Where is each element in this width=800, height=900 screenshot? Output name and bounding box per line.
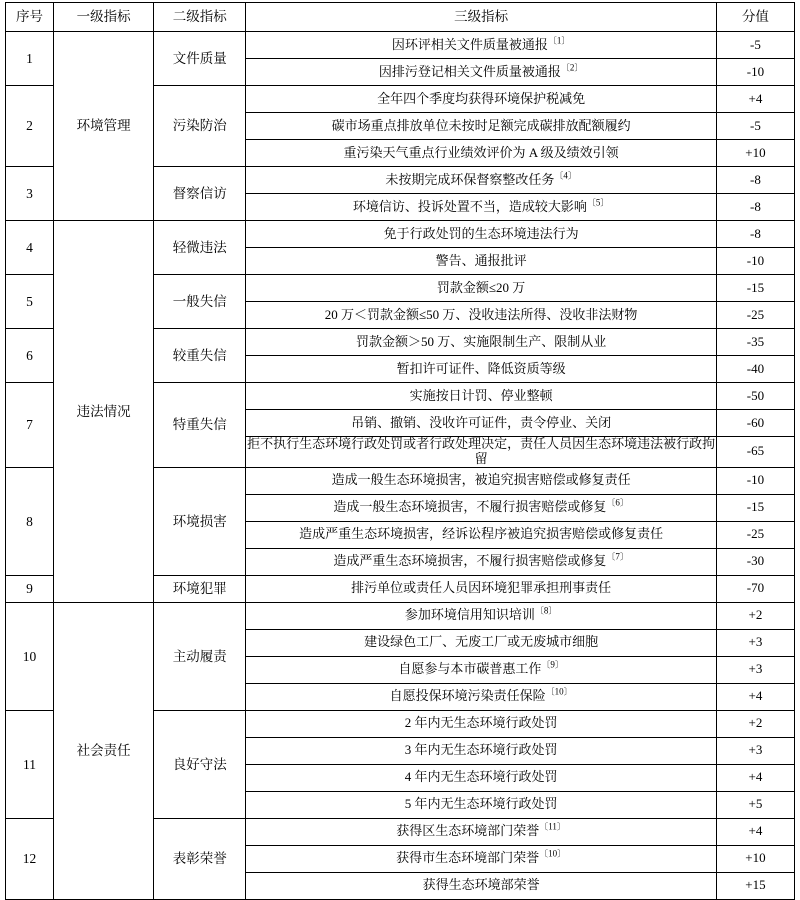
footnote-marker: 〔8〕 (534, 606, 558, 617)
cell-score: +3 (716, 656, 794, 683)
cell-level1-indicator: 违法情况 (54, 221, 154, 603)
cell-level2-indicator: 环境犯罪 (154, 575, 246, 602)
footnote-marker: 〔6〕 (606, 498, 629, 509)
cell-level3-indicator: 碳市场重点排放单位未按时足额完成碳排放配额履约 (246, 113, 717, 140)
cell-level3-indicator: 环境信访、投诉处置不当，造成较大影响$^{〔5〕}$ (246, 194, 717, 221)
cell-level3-indicator: 排污单位或责任人员因环境犯罪承担刑事责任 (246, 575, 717, 602)
footnote-marker: 〔11〕 (539, 822, 566, 833)
cell-level2-indicator: 较重失信 (154, 329, 246, 383)
cell-sequence-number: 10 (6, 602, 54, 710)
cell-score: -15 (716, 494, 794, 521)
cell-sequence-number: 5 (6, 275, 54, 329)
table-row (6, 602, 795, 629)
header-cell-level1: 一级指标 (54, 3, 154, 32)
cell-score: -25 (716, 302, 794, 329)
cell-level2-indicator: 文件质量 (154, 32, 246, 86)
cell-level2-indicator: 表彰荣誉 (154, 818, 246, 899)
cell-score: +4 (716, 683, 794, 710)
footnote-marker: 〔10〕 (545, 687, 573, 698)
cell-level3-indicator: 造成一般生态环境损害，不履行损害赔偿或修复$^{〔6〕}$ (246, 494, 717, 521)
cell-level3-indicator: 5 年内无生态环境行政处罚 (246, 791, 717, 818)
footnote-marker: 〔7〕 (606, 552, 629, 563)
cell-sequence-number: 9 (6, 575, 54, 602)
cell-level3-indicator: 实施按日计罚、停业整顿 (246, 383, 717, 410)
cell-level3-indicator: 获得区生态环境部门荣誉$^{〔11〕}$ (246, 818, 717, 845)
header-cell-score: 分值 (716, 3, 794, 32)
cell-level3-indicator: 自愿投保环境污染责任保险$^{〔10〕}$ (246, 683, 717, 710)
cell-level3-indicator: 造成一般生态环境损害，被追究损害赔偿或修复责任 (246, 467, 717, 494)
cell-level3-indicator: 造成严重生态环境损害，经诉讼程序被追究损害赔偿或修复责任 (246, 521, 717, 548)
cell-sequence-number: 8 (6, 467, 54, 575)
header-cell-no: 序号 (6, 3, 54, 32)
cell-level3-indicator: 20 万＜罚款金额≤50 万、没收违法所得、没收非法财物 (246, 302, 717, 329)
cell-score: +2 (716, 710, 794, 737)
cell-score: -10 (716, 248, 794, 275)
header-cell-level2: 二级指标 (154, 3, 246, 32)
cell-level3-indicator: 4 年内无生态环境行政处罚 (246, 764, 717, 791)
cell-level2-indicator: 一般失信 (154, 275, 246, 329)
footnote-marker: 〔4〕 (554, 170, 577, 181)
cell-score: -5 (716, 113, 794, 140)
cell-sequence-number: 6 (6, 329, 54, 383)
cell-level3-indicator: 因环评相关文件质量被通报$^{〔1〕}$ (246, 32, 717, 59)
cell-level3-indicator: 拒不执行生态环境行政处罚或者行政处理决定，责任人员因生态环境违法被行政拘留 (247, 436, 716, 466)
cell-sequence-number: 7 (6, 383, 54, 468)
cell-level3-indicator: 全年四个季度均获得环境保护税减免 (246, 86, 717, 113)
cell-score: +5 (716, 791, 794, 818)
table-body (6, 32, 795, 900)
cell-score: -35 (716, 329, 794, 356)
cell-sequence-number: 3 (6, 167, 54, 221)
cell-level3-indicator: 参加环境信用知识培训$^{〔8〕}$ (246, 602, 717, 629)
table-row (6, 221, 795, 248)
cell-sequence-number: 11 (6, 710, 54, 818)
cell-level1-indicator: 社会责任 (54, 602, 154, 899)
footnote-marker: 〔1〕 (547, 35, 571, 46)
cell-score: -10 (716, 467, 794, 494)
cell-level3-indicator: 造成严重生态环境损害，不履行损害赔偿或修复$^{〔7〕}$ (246, 548, 717, 575)
cell-level3-indicator: 免于行政处罚的生态环境违法行为 (246, 221, 717, 248)
footnote-marker: 〔10〕 (539, 849, 567, 860)
cell-sequence-number: 1 (6, 32, 54, 86)
cell-level3-indicator: 罚款金额＞50 万、实施限制生产、限制从业 (246, 329, 717, 356)
cell-score: -60 (716, 410, 794, 437)
cell-score: -65 (716, 437, 794, 468)
cell-score: +4 (716, 764, 794, 791)
cell-level2-indicator: 特重失信 (154, 383, 246, 468)
cell-score: +3 (716, 629, 794, 656)
cell-score: -10 (716, 59, 794, 86)
footnote-marker: 〔9〕 (541, 660, 564, 671)
cell-level3-indicator: 3 年内无生态环境行政处罚 (246, 737, 717, 764)
cell-level2-indicator: 轻微违法 (154, 221, 246, 275)
cell-level2-indicator: 主动履责 (154, 602, 246, 710)
cell-level3-indicator: 2 年内无生态环境行政处罚 (246, 710, 717, 737)
cell-score: -30 (716, 548, 794, 575)
table-header-row (6, 3, 795, 32)
cell-level3-indicator: 建设绿色工厂、无废工厂或无废城市细胞 (246, 629, 717, 656)
cell-level2-indicator: 环境损害 (154, 467, 246, 575)
footnote-marker: 〔5〕 (586, 197, 610, 208)
header-cell-level3: 三级指标 (246, 3, 717, 32)
cell-sequence-number: 4 (6, 221, 54, 275)
table-row (6, 32, 795, 59)
cell-level3-indicator: 吊销、撤销、没收许可证件，责令停业、关闭 (246, 410, 717, 437)
cell-level1-indicator: 环境管理 (54, 32, 154, 221)
cell-sequence-number: 2 (6, 86, 54, 167)
cell-level3-indicator: 获得生态环境部荣誉 (246, 872, 717, 899)
cell-score: +2 (716, 602, 794, 629)
cell-score: -8 (716, 167, 794, 194)
cell-level3-indicator: 获得市生态环境部门荣誉$^{〔10〕}$ (246, 845, 717, 872)
cell-score: -8 (716, 221, 794, 248)
cell-score: -50 (716, 383, 794, 410)
cell-level3-indicator: 罚款金额≤20 万 (246, 275, 717, 302)
cell-level3-indicator: 暂扣许可证件、降低资质等级 (246, 356, 717, 383)
cell-score: +4 (716, 86, 794, 113)
document-page (0, 2, 800, 893)
cell-score: +15 (716, 872, 794, 899)
cell-level3-indicator: 警告、通报批评 (246, 248, 717, 275)
cell-sequence-number: 12 (6, 818, 54, 899)
cell-score: -5 (716, 32, 794, 59)
indicator-table (5, 2, 795, 900)
table-header (6, 3, 795, 32)
cell-score: +10 (716, 140, 794, 167)
cell-score: -8 (716, 194, 794, 221)
cell-level3-indicator: 自愿参与本市碳普惠工作$^{〔9〕}$ (246, 656, 717, 683)
cell-score: -15 (716, 275, 794, 302)
cell-level2-indicator: 污染防治 (154, 86, 246, 167)
cell-score: +4 (716, 818, 794, 845)
footnote-marker: 〔2〕 (560, 62, 584, 73)
cell-score: +10 (716, 845, 794, 872)
cell-level3-indicator: 未按期完成环保督察整改任务$^{〔4〕}$ (246, 167, 717, 194)
cell-score: +3 (716, 737, 794, 764)
cell-score: -25 (716, 521, 794, 548)
cell-score: -70 (716, 575, 794, 602)
cell-score: -40 (716, 356, 794, 383)
cell-level2-indicator: 督察信访 (154, 167, 246, 221)
cell-level3-indicator: 因排污登记相关文件质量被通报$^{〔2〕}$ (246, 59, 717, 86)
cell-level3-indicator: 重污染天气重点行业绩效评价为 A 级及绩效引领 (246, 140, 717, 167)
cell-level2-indicator: 良好守法 (154, 710, 246, 818)
